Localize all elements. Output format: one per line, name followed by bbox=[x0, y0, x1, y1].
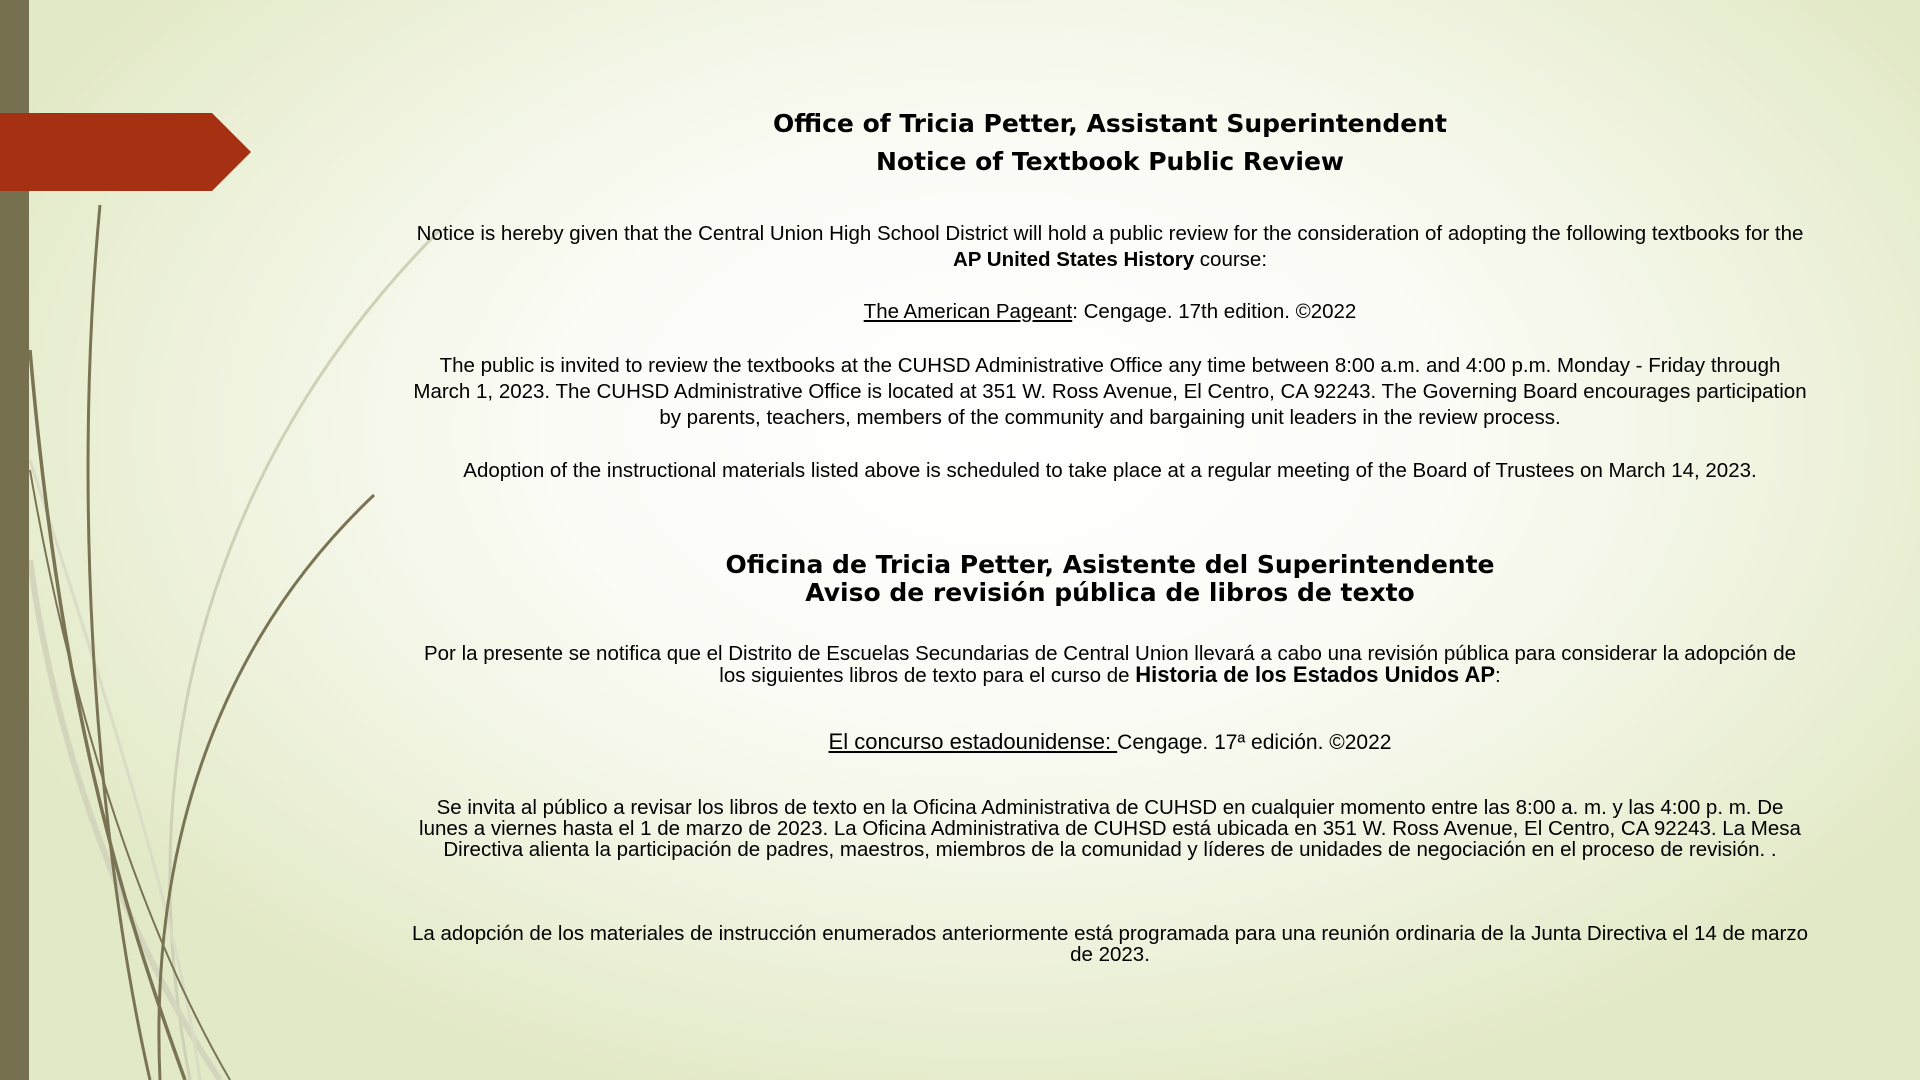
english-review-text: The public is invited to review the textbooks at the CUHSD Administrative Office any time between 8:00 a.m. and 4:00 p.m. Monday - Friday through March 1, 2023. The CUHSD Administrative Office is located at 351 W. Ross Avenue, El Centro, CA 92243. The Governing Board encourages participation by parents, teachers, members of the community and bargaining unit leaders in the review process. bbox=[413, 354, 1807, 429]
spanish-review-text: Se invita al público a revisar los libros de texto en la Oficina Administrativa de CUHSD en cualquier momento entre las 8:00 a. m. y las 4:00 p. m. De lunes a viernes hasta el 1 de marzo de 2023. La Oficina Administrativa de CUHSD está ubicada en 351 W. Ross Avenue, El Centro, CA 92243. La Mesa Directiva alienta la participación de padres, maestros, miembros de la comunidad y líderes de unidades de negociación en el proceso de revisión. . bbox=[419, 796, 1801, 861]
spanish-heading-line1: Oficina de Tricia Petter, Asistente del Superintendente bbox=[725, 550, 1495, 579]
english-heading-line2: Notice of Textbook Public Review bbox=[876, 147, 1344, 176]
red-arrow-banner bbox=[0, 113, 251, 191]
spanish-heading-block bbox=[410, 551, 1810, 607]
english-intro-end: course: bbox=[1194, 248, 1268, 271]
spanish-intro-text: Por la presente se notifica que el Distrito de Escuelas Secundarias de Central Union llevará a cabo una revisión pública para considerar la adopción de los siguientes libros de texto para el curso de bbox=[423, 642, 1797, 687]
spanish-book-details: Cengage. 17ª edición. ©2022 bbox=[1117, 731, 1392, 754]
english-book-title: The American Pageant bbox=[863, 300, 1073, 323]
spanish-book-line bbox=[410, 729, 1810, 756]
spanish-adoption-text: La adopción de los materiales de instrucción enumerados anteriormente está programada para una reunión ordinaria de la Junta Directiva el 14 de marzo de 2023. bbox=[412, 922, 1808, 966]
spanish-adoption-paragraph bbox=[410, 923, 1810, 965]
english-intro-paragraph bbox=[410, 221, 1810, 273]
spanish-course-name: Historia de los Estados Unidos AP bbox=[1135, 662, 1496, 687]
english-book-details: : Cengage. 17th edition. ©2022 bbox=[1072, 300, 1357, 323]
english-book-line bbox=[410, 299, 1810, 325]
decorative-curve-light-2 bbox=[30, 560, 220, 1080]
english-review-paragraph bbox=[410, 353, 1810, 431]
english-adoption-text: Adoption of the instructional materials listed above is scheduled to take place at a regular meeting of the Board of Trustees on March 14, 2023. bbox=[463, 459, 1757, 482]
english-intro-text: Notice is hereby given that the Central Union High School District will hold a public review for the consideration of adopting the following textbooks for the bbox=[416, 222, 1804, 245]
english-adoption-paragraph bbox=[410, 458, 1810, 484]
spanish-review-paragraph bbox=[410, 797, 1810, 860]
english-heading-line1: Office of Tricia Petter, Assistant Superintendent bbox=[772, 109, 1447, 138]
spanish-heading-line2: Aviso de revisión pública de libros de texto bbox=[805, 578, 1415, 607]
spanish-book-title: El concurso estadounidense: bbox=[828, 729, 1118, 754]
decorative-curve-dark-2 bbox=[159, 495, 374, 1080]
spanish-intro-paragraph bbox=[410, 643, 1810, 686]
english-course-name: AP United States History bbox=[952, 248, 1195, 271]
english-heading-block bbox=[410, 105, 1810, 181]
decorative-curve-light-1 bbox=[170, 230, 440, 1080]
spanish-intro-end: : bbox=[1495, 664, 1501, 687]
